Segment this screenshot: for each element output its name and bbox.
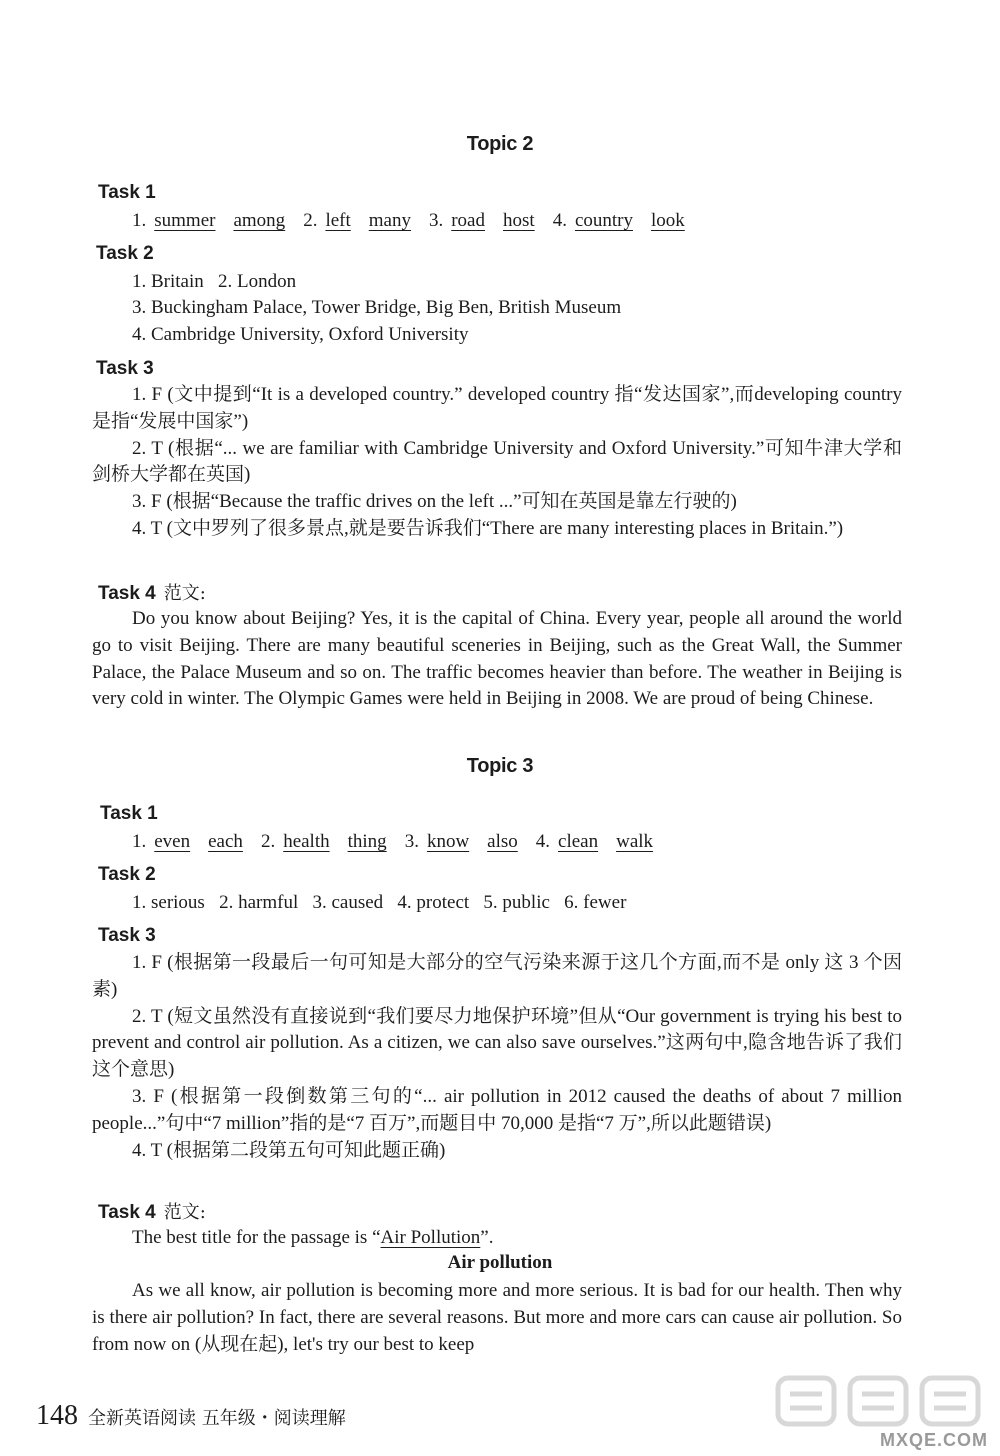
best-title-line	[132, 1225, 493, 1251]
topic-2-task-2-label: Task 2	[96, 243, 154, 264]
answer-number: 2.	[260, 831, 276, 852]
answer-word: look	[650, 210, 685, 231]
essay-paragraph: As we all know, air pollution is becoming more and more serious. It is bad for our health. Then why is there air pollution? In fact, there are several reasons. But more and more cars can cause air pollution. So from now on (从现在起), let's try our best to keep	[92, 1280, 902, 1355]
topic-2-essay	[92, 606, 902, 713]
answer-word: walk	[616, 831, 654, 852]
answer-item: 3. F (根据“Because the traffic drives on the left ...”可知在英国是靠左行驶的)	[132, 491, 737, 513]
answer-word: thing	[347, 831, 387, 852]
answer-word: health	[283, 831, 330, 852]
essay-title: Air pollution	[447, 1252, 553, 1273]
topic-2-task-1-label: Task 1	[98, 182, 156, 203]
topic-2-task-2-line-2: 3. Buckingham Palace, Tower Bridge, Big Ben, British Museum	[132, 297, 622, 318]
answer-word: host	[503, 210, 535, 231]
answer-word: summer	[154, 210, 216, 231]
answer-number: 1.	[132, 210, 147, 231]
best-title-suffix: ”.	[480, 1227, 494, 1248]
topic-3-task-1-answers	[132, 829, 671, 855]
answer-word: clean	[558, 831, 599, 852]
best-title-prefix: The best title for the passage is “	[132, 1227, 381, 1248]
topic-2-task-3-label: Task 3	[96, 358, 154, 379]
book-title: 全新英语阅读 五年级・阅读理解	[88, 1408, 346, 1429]
answer-word: among	[233, 210, 286, 231]
answer-item: 2. T (根据“... we are familiar with Cambridge University and Oxford University.”可知牛津大学和剑桥大学都在英国)	[92, 437, 902, 486]
topic-3-task-1-label: Task 1	[100, 803, 158, 824]
topic-3-task-2-label: Task 2	[98, 864, 156, 885]
answer-number: 4.	[535, 831, 551, 852]
task-label: Task 4	[98, 583, 156, 604]
task-sub-label: 范文:	[163, 1202, 206, 1223]
watermark-text: MXQE.COM	[880, 1430, 989, 1450]
answer-item: 1. F (根据第一段最后一句可知是大部分的空气污染来源于这几个方面,而不是 only 这 3 个因素)	[92, 952, 902, 1000]
best-title: Air Pollution	[380, 1227, 481, 1248]
answer-number: 3.	[404, 831, 419, 852]
answer-item: 4. T (根据第二段第五句可知此题正确)	[132, 1139, 446, 1161]
topic-2-task-1-answers	[132, 208, 703, 234]
answer-word: left	[325, 210, 351, 231]
essay-paragraph: Do you know about Beijing? Yes, it is the capital of China. Every year, people all around the world go to visit Beijing. There are many beautiful sceneries in Beijing, such as the Great Wall, the Summer Palace, the Palace Museum and so on. The traffic becomes heavier than before. The weather in Beijing is very cold in winter. The Olympic Games were held in Beijing in 2008. We are proud of being Chinese.	[92, 608, 902, 710]
topic-2-task-3-answers	[92, 382, 902, 543]
topic-3-task-2-line: 1. serious 2. harmful 3. caused 4. protect 5. public 6. fewer	[132, 892, 627, 913]
answer-number: 3.	[428, 210, 444, 231]
answer-item: 3. F (根据第一段倒数第三句的“... air pollution in 2012 caused the deaths of about 7 million people...”句中“7 million”指的是“7 百万”,而题目中 70,000 是指“7 万”,所以此题错误)	[92, 1085, 902, 1134]
answer-number: 2.	[303, 210, 318, 231]
topic-2-task-4-label	[98, 579, 206, 605]
answer-item: 4. T (文中罗列了很多景点,就是要告诉我们“There are many interesting places in Britain.”)	[132, 517, 844, 539]
answer-word: also	[487, 831, 518, 852]
topic-3-essay	[92, 1278, 902, 1358]
topic-3-title: Topic 3	[466, 755, 534, 777]
answer-word: each	[208, 831, 243, 852]
topic-2-task-2-line-3: 4. Cambridge University, Oxford University	[132, 324, 469, 345]
page-number: 148	[36, 1400, 78, 1431]
answer-word: many	[368, 210, 411, 231]
answer-item: 2. T (短文虽然没有直接说到“我们要尽力地保护环境”但从“Our government is trying his best to prevent and control air pollution. As a citizen, we can also save ourselves.”这两句中,隐含地告诉了我们这个意思)	[92, 1005, 902, 1081]
answer-word: road	[451, 210, 485, 231]
task-sub-label: 范文:	[163, 583, 206, 604]
topic-3-task-3-answers	[92, 950, 902, 1164]
answer-number: 1.	[132, 831, 147, 852]
topic-2-task-2-line-1: 1. Britain 2. London	[132, 271, 297, 292]
topic-3-task-4-label	[98, 1198, 206, 1224]
answer-number: 4.	[552, 210, 567, 231]
answer-word: know	[426, 831, 470, 852]
task-label: Task 4	[98, 1202, 156, 1223]
answer-word: country	[574, 210, 633, 231]
answer-word: even	[154, 831, 191, 852]
topic-3-task-3-label: Task 3	[98, 925, 156, 946]
page-footer	[36, 1400, 346, 1432]
answer-item: 1. F (文中提到“It is a developed country.” developed country 指“发达国家”,而developing country 是指“发展中国家”)	[92, 384, 902, 432]
topic-2-title: Topic 2	[466, 133, 534, 155]
